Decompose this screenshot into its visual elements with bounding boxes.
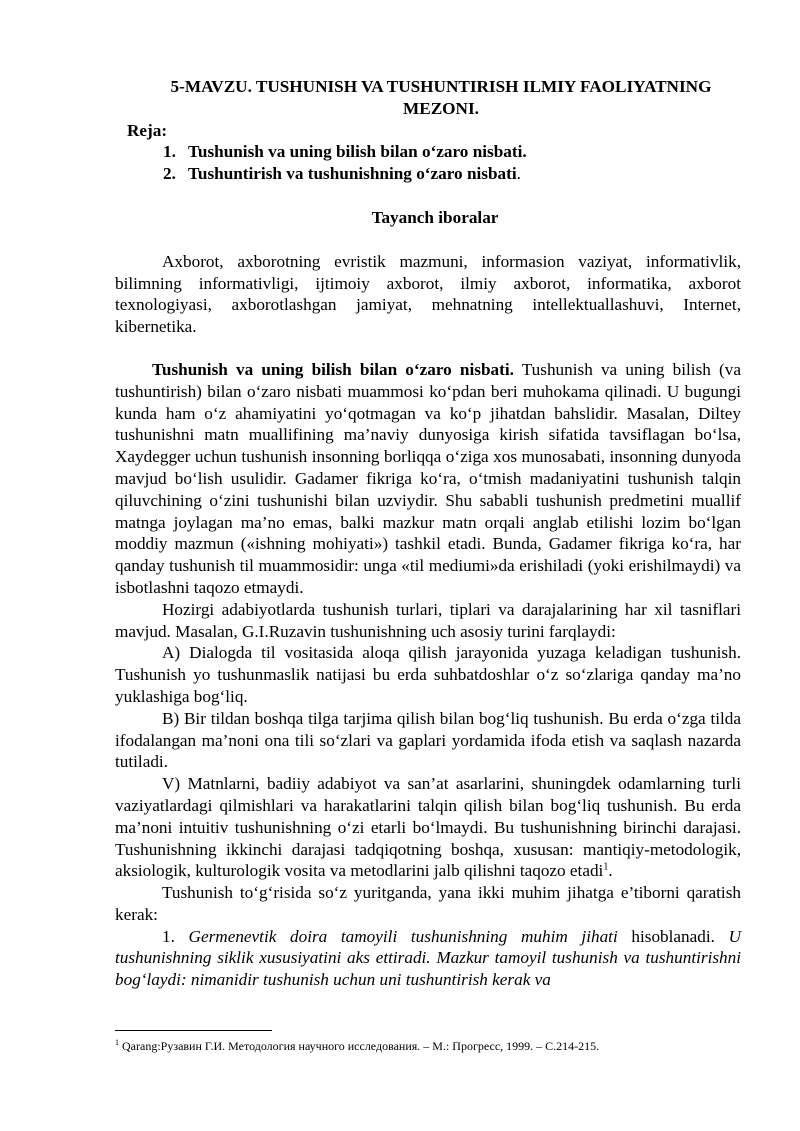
body-paragraph: Hozirgi adabiyotlarda tushunish turlari, tiplari va darajalarining har xil tasniflari mavjud. Masalan, G.I.Ruzavin tushunishning uch asosiy turini farqlaydi: <box>115 599 741 641</box>
plan-item-text: Tushuntirish va tushunishning o‘zaro nisbati <box>188 164 517 184</box>
italic-text: Germenevtik doira tamoyili tushunishning muhim jihati <box>188 926 618 946</box>
body-paragraph: B) Bir tildan boshqa tilga tarjima qilish bilan bog‘liq tushunish. Bu erda o‘zga tilda ifodalangan ma’noni ona tili so‘zlari va gaplari yordamida ifoda etish va saqlash nazarda tutiladi. <box>115 708 741 772</box>
page-content <box>115 76 741 991</box>
paragraph-text: hisoblanadi. <box>617 926 729 946</box>
plan-item-text: Tushunish va uning bilish bilan o‘zaro nisbati. <box>188 142 527 162</box>
body-paragraph <box>115 773 741 882</box>
plan-item-number: 2. <box>163 164 176 184</box>
body-paragraph <box>115 926 741 991</box>
section-heading: Tushunish va uning bilish bilan o‘zaro nisbati. <box>152 359 514 379</box>
keywords-paragraph: Axborot, axborotning evristik mazmuni, informasion vaziyat, informativlik, bilimning informativligi, ijtimoiy axborot, ilmiy axborot, informatika, axborot texnologiyasi, axborotlashgan jamiyat, mehnatning intellektuallashuvi, Internet, kibernetika. <box>115 251 741 337</box>
plan-item-number: 1. <box>163 142 176 162</box>
paragraph-text: Tushunish va uning bilish (va tushuntirish) bilan o‘zaro nisbati muammosi ko‘pdan beri muhokama qilinadi. U bugungi kunda ham o‘z ahamiyatini yo‘qotmagan va ko‘p jihatdan bahslidir. Masalan, Diltey tushunishni matn muallifining ma’naviy dunyosiga kirish sifatida tavsiflagan bo‘lsa, Xaydegger uchun tushunish insonning borliqqa o‘ziga xos munosabati, insonning dunyoda mavjud bo‘lish usulidir. Gadamer fikriga ko‘ra, o‘tmish madaniyatini tushunish talqin qiluvchining o‘zini tushunishi bilan uzviydir. Shu sababli tushunish predmetini muallif matnga joylagan ma’no emas, balki mazkur matn orqali anglab etilishi lozim bo‘lgan moddiy mazmun («ishning mohiyati») tashkil etadi. Bunda, Gadamer fikriga ko‘ra, har qanday tushunish til muammosidir: unga «til mediumi»da erishiladi (yoki erishilmaydi) va isbotlashni taqozo etmaydi. <box>115 359 741 597</box>
body-paragraph: A) Dialogda til vositasida aloqa qilish jarayonida yuzaga keladigan tushunish. Tushunish yo tushunmaslik natijasi bu erda suhbatdoshlar o‘z so‘zlariga qanday ma’no yuklashiga bog‘liq. <box>115 643 741 706</box>
plan-item-tail: . <box>516 164 521 184</box>
list-number: 1. <box>162 926 189 946</box>
footnote-reference[interactable]: 1 <box>603 861 609 873</box>
plan-item <box>115 141 741 163</box>
footnote-text: Qarang:Рузавин Г.И. Методология научного исследования. – М.: Прогресс, 1999. – С.214-215. <box>119 1039 600 1053</box>
keywords-heading: Tayanch iboralar <box>371 207 499 227</box>
body-paragraph <box>115 359 741 599</box>
footnote-number: 1 <box>115 1038 119 1047</box>
page-title: 5-MAVZU. TUSHUNISH VA TUSHUNTIRISH ILMIY FAOLIYATNING MEZONI. <box>170 77 712 118</box>
body-paragraph: Tushunish to‘g‘risida so‘z yuritganda, yana ikki muhim jihatga e’tiborni qaratish kerak: <box>115 883 741 924</box>
italic-text: U tushunishning siklik xususiyatini aks ettiradi. Mazkur tamoyil tushunish va tushuntirishni bog‘laydi: nimanidir tushunish uchun uni tushuntirish kerak va <box>115 926 742 990</box>
paragraph-text: V) Matnlarni, badiiy adabiyot va san’at asarlarini, shuningdek odamlarning turli vaziyatlardagi qilmishlari va harakatlarini talqin qilish bilan bog‘liq tushunish. Bu erda ma’noni intuitiv tushunishning o‘zi etarli bo‘lmaydi. Bu tushunishning birinchi darajasi. Tushunishning ikkinchi darajasi tadqiqotning boshqa, xususan: mantiqiy-metodologik, aksiologik, kulturologik vosita va metodlarini jalb qilishni taqozo etadi <box>115 774 741 881</box>
plan-label: Reja: <box>127 120 168 140</box>
plan-list <box>115 141 741 185</box>
footnote <box>115 1038 741 1054</box>
paragraph-text-end: . <box>608 861 613 881</box>
footnote-separator <box>115 1030 272 1031</box>
plan-item <box>115 163 741 185</box>
